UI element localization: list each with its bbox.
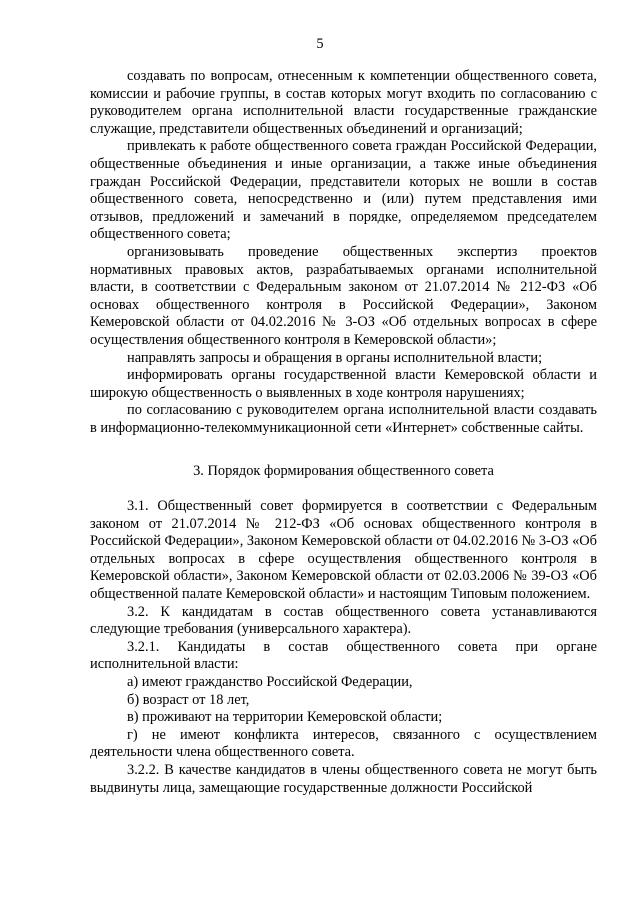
paragraph: 3.2.1. Кандидаты в состав общественного совета при органе исполнительной власти: xyxy=(90,638,597,673)
list-item: г) не имеют конфликта интересов, связанного с осуществлением деятельности члена общественного совета. xyxy=(90,726,597,761)
page-number: 5 xyxy=(316,36,324,52)
paragraph: информировать органы государственной власти Кемеровской области и широкую общественность о выявленных в ходе контроля нарушениях; xyxy=(90,367,597,401)
list-item: а) имеют гражданство Российской Федерации, xyxy=(127,674,413,690)
paragraph: организовывать проведение общественных экспертиз проектов нормативных правовых актов, разрабатываемых органами исполнительной власти, в соответствии с Федеральным законом от 21.07.2014 № 212-ФЗ «Об основах общественного контроля в Российской Федерации», Законом Кемеровской области от 04.02.2016 № 3-ОЗ «Об отдельных вопросах в сфере осуществления общественного контроля в Кемеровской области»; xyxy=(90,243,597,348)
document-body xyxy=(90,68,597,797)
paragraph: создавать по вопросам, отнесенным к компетенции общественного совета, комиссии и рабочие группы, в состав которых могут входить по согласованию с руководителем органа исполнительной власти государственные гражданские служащие, представители общественных объединений и организаций; xyxy=(90,68,597,137)
list-item: б) возраст от 18 лет, xyxy=(127,691,250,708)
paragraph: по согласованию с руководителем органа исполнительной власти создавать в информационно-телекоммуникационной сети «Интернет» собственные сайты. xyxy=(90,402,597,436)
section-heading: 3. Порядок формирования общественного совета xyxy=(193,463,494,480)
paragraph: 3.1. Общественный совет формируется в соответствии с Федеральным законом от 21.07.2014 № 212-ФЗ «Об основах общественного контроля в Российской Федерации», Законом Кемеровской области от 04.02.2016 № 3-ОЗ «Об отдельных вопросах в сфере осуществления общественного контроля в Кемеровской области», Законом Кемеровской области от 02.03.2006 № 39-ОЗ «Об общественной палате Кемеровской области» и настоящим Типовым положением. xyxy=(90,498,597,603)
paragraph: направлять запросы и обращения в органы исполнительной власти; xyxy=(127,349,543,366)
paragraph: 3.2. К кандидатам в состав общественного совета устанавливаются следующие требования (универсального характера). xyxy=(90,603,597,638)
paragraph: привлекать к работе общественного совета граждан Российской Федерации, общественные объединения и иные организации, а также иные объединения граждан Российской Федерации, представители которых не вошли в состав общественного совета, непосредственно и (или) путем представления ими отзывов, предложений и замечаний в порядке, определяемом председателем общественного совета; xyxy=(90,138,597,243)
list-item: в) проживают на территории Кемеровской области; xyxy=(127,709,443,726)
paragraph: 3.2.2. В качестве кандидатов в члены общественного совета не могут быть выдвинуты лица, замещающие государственные должности Российской xyxy=(90,761,597,796)
